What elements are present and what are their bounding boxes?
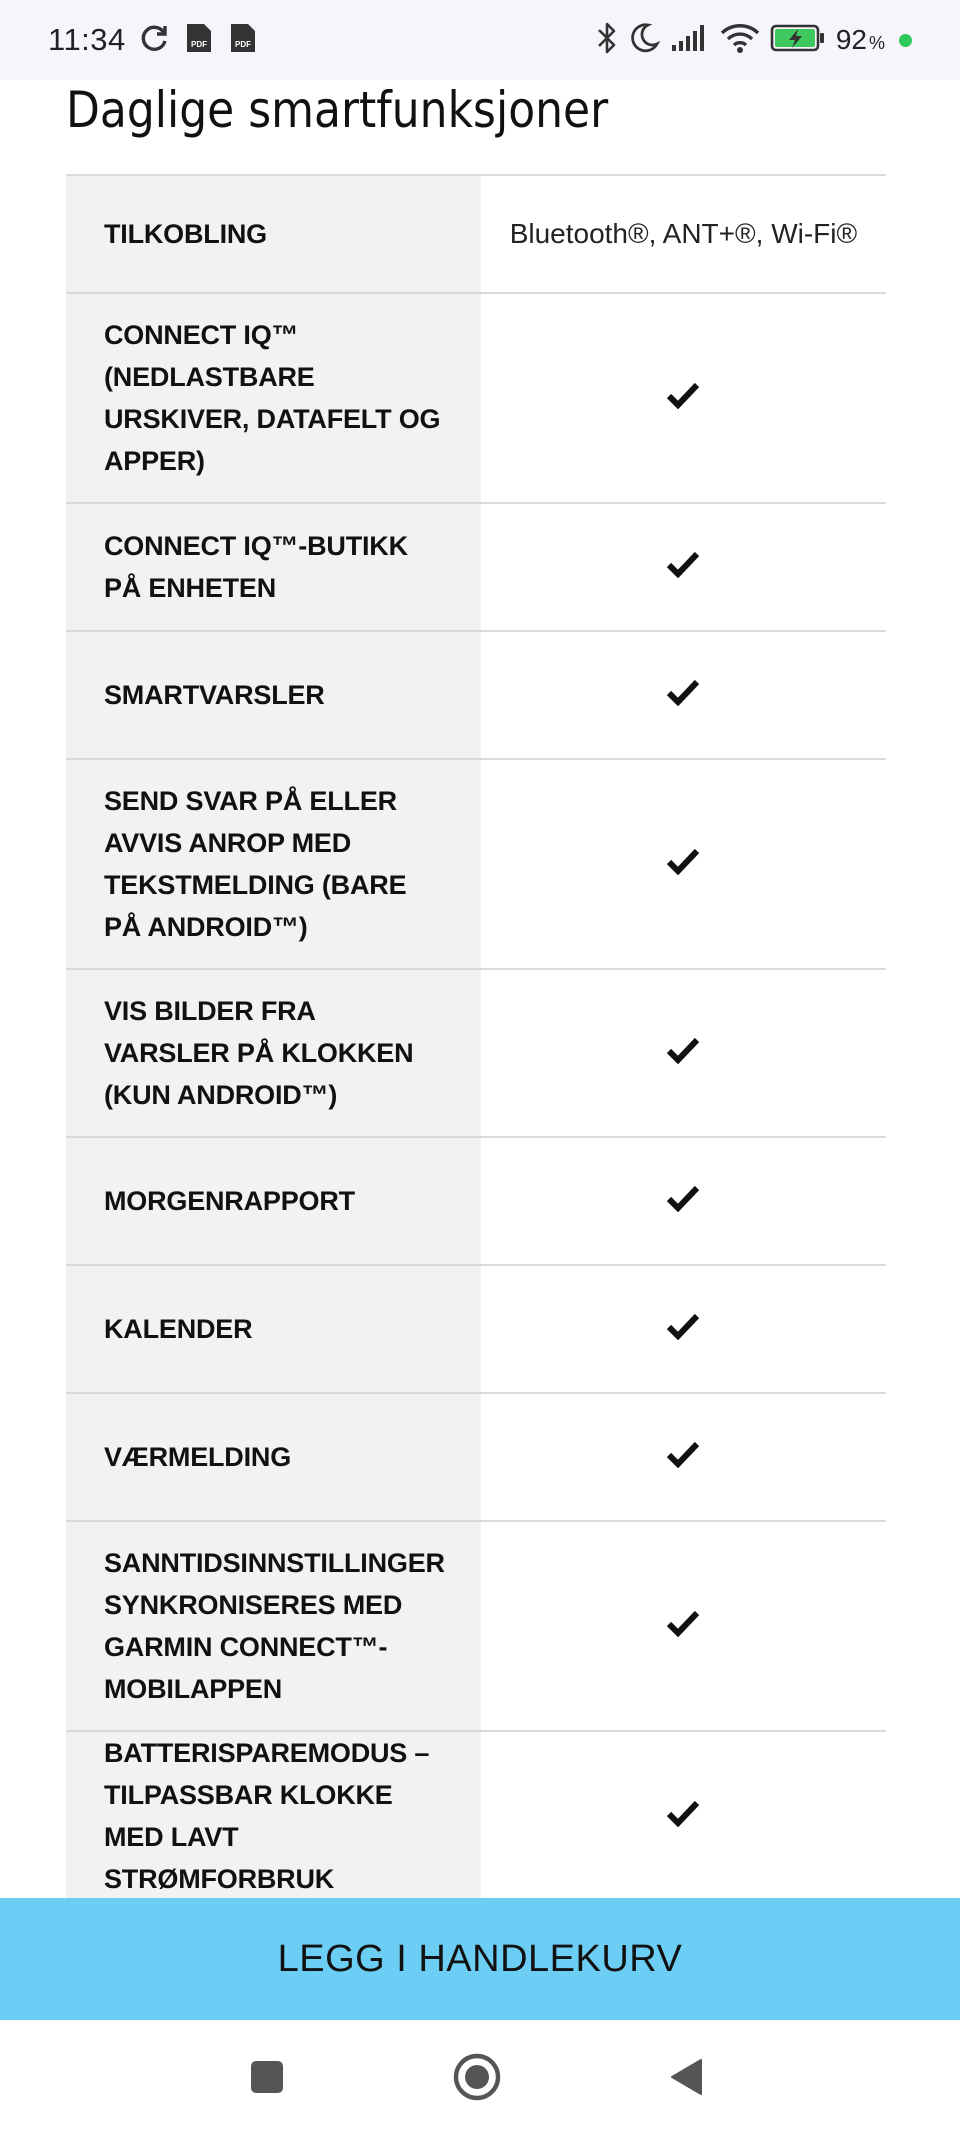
- system-nav-bar: [0, 2020, 960, 2134]
- battery-charging-icon: [770, 23, 826, 58]
- table-row: [66, 1731, 886, 1900]
- recents-square-icon: [249, 2059, 285, 2095]
- home-button[interactable]: [452, 2052, 502, 2102]
- wifi-icon: [720, 22, 760, 59]
- checkmark-icon: [666, 550, 700, 578]
- spec-label: VÆRMELDING: [66, 1393, 481, 1521]
- battery-percent-unit: %: [868, 32, 885, 53]
- table-row: [66, 503, 886, 631]
- table-row: [66, 1137, 886, 1265]
- checkmark-icon: [666, 381, 700, 409]
- checkmark-icon: [666, 1440, 700, 1468]
- sync-icon: [140, 23, 170, 58]
- spec-label: SANNTIDSINNSTILLINGER SYNKRONISERES MED GARMIN CONNECT™-MOBILAPPEN: [66, 1521, 481, 1731]
- back-button[interactable]: [668, 2057, 704, 2097]
- table-row: [66, 759, 886, 969]
- table-row: [66, 1265, 886, 1393]
- checkmark-icon: [666, 1036, 700, 1064]
- checkmark-icon: [666, 1799, 700, 1827]
- spec-label: SMARTVARSLER: [66, 631, 481, 759]
- checkmark-icon: [666, 678, 700, 706]
- recents-button[interactable]: [249, 2059, 285, 2095]
- spec-label: VIS BILDER FRA VARSLER PÅ KLOKKEN (KUN ANDROID™): [66, 969, 481, 1137]
- home-circle-icon: [452, 2052, 502, 2102]
- spec-label: KALENDER: [66, 1265, 481, 1393]
- pdf-icon: [184, 22, 214, 59]
- back-triangle-icon: [668, 2057, 704, 2097]
- spec-label: MORGENRAPPORT: [66, 1137, 481, 1265]
- spec-label: CONNECT IQ™ (NEDLASTBARE URSKIVER, DATAFELT OG APPER): [66, 293, 481, 503]
- table-row: [66, 969, 886, 1137]
- moon-icon: [628, 22, 660, 59]
- svg-text:PDF: PDF: [234, 39, 251, 49]
- checkmark-icon: [666, 1184, 700, 1212]
- checkmark-icon: [666, 847, 700, 875]
- spec-value: [481, 175, 886, 293]
- battery-percent: 92: [835, 24, 867, 55]
- table-row: [66, 175, 886, 293]
- bluetooth-icon: [596, 21, 618, 60]
- pdf-icon: [228, 22, 258, 59]
- spec-label: BATTERISPAREMODUS – TILPASSBAR KLOKKE MED LAVT STRØMFORBRUK: [66, 1731, 481, 1900]
- svg-text:PDF: PDF: [190, 39, 207, 49]
- table-row: [66, 1393, 886, 1521]
- table-row: [66, 631, 886, 759]
- status-time: 11:34: [48, 22, 126, 57]
- spec-label: SEND SVAR PÅ ELLER AVVIS ANROP MED TEKSTMELDING (BARE PÅ ANDROID™): [66, 759, 481, 969]
- add-to-cart-button[interactable]: LEGG I HANDLEKURV: [0, 1898, 960, 2020]
- spec-label: TILKOBLING: [66, 175, 481, 293]
- spec-label: CONNECT IQ™-BUTIKK PÅ ENHETEN: [66, 503, 481, 631]
- privacy-indicator-dot: [899, 34, 912, 47]
- signal-icon: [670, 23, 710, 58]
- connectivity-value: Bluetooth®, ANT+®, Wi-Fi®: [509, 218, 858, 249]
- checkmark-icon: [666, 1609, 700, 1637]
- table-row: [66, 1521, 886, 1731]
- checkmark-icon: [666, 1312, 700, 1340]
- spec-table: [66, 174, 886, 1900]
- section-title: Daglige smartfunksjoner: [66, 81, 609, 139]
- status-bar: [0, 0, 960, 80]
- table-row: [66, 293, 886, 503]
